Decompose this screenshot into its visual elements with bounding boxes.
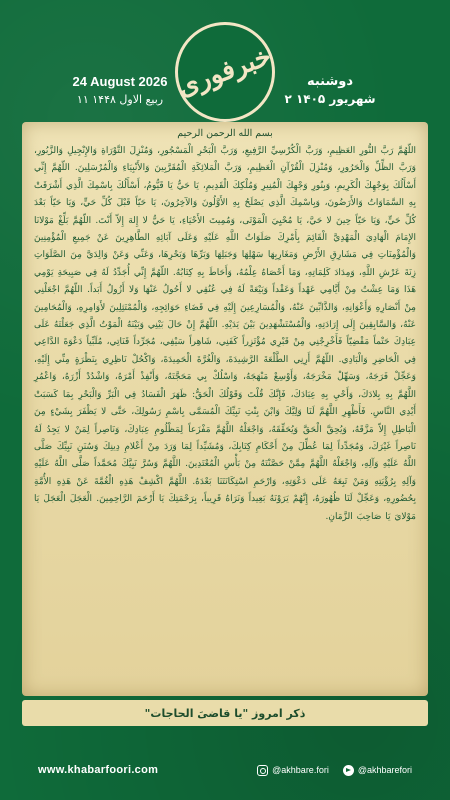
social-links [257, 765, 412, 776]
gregorian-date: 24 August 2026 [72, 74, 168, 89]
telegram-icon [343, 765, 354, 776]
prayer-paper [22, 122, 428, 696]
daily-zikr-bar: ذکر امروز "یا قاضیَ الحاجات" [22, 700, 428, 726]
basmala: بسم الله الرحمن الرحیم [177, 128, 273, 139]
shamsi-date: ۲ شهریور ۱۴۰۵ [284, 92, 376, 106]
logo [175, 22, 275, 122]
instagram-icon [257, 765, 268, 776]
header [0, 0, 450, 118]
weekday: دوشنبه [306, 74, 354, 89]
prayer-text: اللّهُمَّ رَبَّ النُّورِ العَظِيمِ، وَرَبَّ الْكُرْسِيِّ الرَّفِيعِ، وَرَبَّ الْبَحْرِ الْمَسْجُورِ، وَمُنْزِلَ التَّوْرَاةِ وَالإِنْجِيلِ وَالزَّبُورِ، وَرَبَّ الظِّلِّ وَالْحَرُورِ، وَمُنْزِلَ الْقُرْآنِ الْعَظِيمِ، وَرَبَّ الْمَلائِكَةِ الْمُقَرَّبِينَ وَالأَنْبِيَاءِ وَالْمُرْسَلِينَ. اللّهُمَّ إِنِّي أَسْأَلُكَ بِوَجْهِكَ الْكَرِيمِ، وَبِنُورِ وَجْهِكَ الْمُنِيرِ وَمُلْكِكَ الْقَدِيمِ، يَا حَيُّ يَا قَيُّومُ، أَسْأَلُكَ بِاسْمِكَ الَّذِي أَشْرَقَتْ بِهِ السَّمَاوَاتُ وَالأَرَضُونَ، وَبِاسْمِكَ الَّذِي يَصْلَحُ بِهِ الأَوَّلُونَ وَالآخِرُونَ، يَا حَيّاً قَبْلَ كُلِّ حَيٍّ، وَيَا حَيّاً بَعْدَ كُلِّ حَيٍّ، وَيَا حَيّاً حِينَ لا حَيَّ، يَا مُحْيِيَ الْمَوْتَى، وَمُمِيتَ الأَحْيَاءِ، يَا حَيُّ لا إِلهَ إِلاّ أَنْتَ. اللّهُمَّ بَلِّغْ مَوْلانَا الإِمَامَ الْهَادِيَ الْمَهْدِيَّ الْقَائِمَ بِأَمْرِكَ صَلَوَاتُ اللَّهِ عَلَيْهِ وَعَلَى آبَائِهِ الطَّاهِرِينَ عَنْ جَمِيعِ الْمُؤْمِنِينَ وَالْمُؤْمِنَاتِ فِي مَشَارِقِ الأَرْضِ وَمَغَارِبِهَا سَهْلِهَا وَجَبَلِهَا وَبَرِّهَا وَبَحْرِهَا، وَعَنِّي وَعَنْ وَالِدَيَّ مِنَ الصَّلَوَاتِ زِنَةَ عَرْشِ اللَّهِ، وَمِدَادَ كَلِمَاتِهِ، وَمَا أَحْصَاهُ عِلْمُهُ، وَأَحَاطَ بِهِ كِتَابُهُ. اللّهُمَّ إِنِّي أُجَدِّدُ لَهُ فِي صَبِيحَةِ يَوْمِي هَذَا وَمَا عِشْتُ مِنْ أَيَّامِي عَهْداً وَعَقْداً وَبَيْعَةً لَهُ فِي عُنُقِي لا أَحُولُ عَنْهَا وَلا أَزُولُ أَبَداً. اللّهُمَّ اجْعَلْنِي مِنْ أَنْصَارِهِ وَأَعْوَانِهِ، وَالذَّابِّينَ عَنْهُ، وَالْمُسَارِعِينَ إِلَيْهِ فِي قَضَاءِ حَوَائِجِهِ، وَالْمُمْتَثِلِينَ لأَوَامِرِهِ، وَالْمُحَامِينَ عَنْهُ، وَالسَّابِقِينَ إِلَى إِرَادَتِهِ، وَالْمُسْتَشْهَدِينَ بَيْنَ يَدَيْهِ. اللّهُمَّ إِنْ حَالَ بَيْنِي وَبَيْنَهُ الْمَوْتُ الَّذِي جَعَلْتَهُ عَلَى عِبَادِكَ حَتْماً مَقْضِيّاً فَأَخْرِجْنِي مِنْ قَبْرِي مُؤْتَزِراً كَفَنِي، شَاهِراً سَيْفِي، مُجَرِّداً قَنَاتِي، مُلَبِّياً دَعْوَةَ الدَّاعِي فِي الْحَاضِرِ وَالْبَادِي. اللّهُمَّ أَرِنِي الطَّلْعَةَ الرَّشِيدَةَ، وَالْغُرَّةَ الْحَمِيدَةَ، وَاكْحُلْ نَاظِرِي بِنَظْرَةٍ مِنِّي إِلَيْهِ، وَعَجِّلْ فَرَجَهُ، وَسَهِّلْ مَخْرَجَهُ، وَأَوْسِعْ مَنْهَجَهُ، وَاسْلُكْ بِي مَحَجَّتَهُ، وَأَنْفِذْ أَمْرَهُ، وَاشْدُدْ أَزْرَهُ، وَاعْمُرِ اللَّهُمَّ بِهِ بِلادَكَ، وَأَحْيِ بِهِ عِبَادَكَ، فَإِنَّكَ قُلْتَ وَقَوْلُكَ الْحَقُّ: ظَهَرَ الْفَسَادُ فِي الْبَرِّ وَالْبَحْرِ بِمَا كَسَبَتْ أَيْدِي النَّاسِ. فَأَظْهِرِ اللَّهُمَّ لَنَا وَلِيَّكَ وَابْنَ بِنْتِ نَبِيِّكَ الْمُسَمَّى بِاسْمِ رَسُولِكَ، حَتَّى لا يَظْفَرَ بِشَيْءٍ مِنَ الْبَاطِلِ إِلاّ مَزَّقَهُ، وَيُحِقَّ الْحَقَّ وَيُحَقِّقَهُ، وَاجْعَلْهُ اللَّهُمَّ مَفْزَعاً لِمَظْلُومِ عِبَادِكَ، وَنَاصِراً لِمَنْ لا يَجِدُ لَهُ نَاصِراً غَيْرَكَ، وَمُجَدِّداً لِمَا عُطِّلَ مِنْ أَحْكَامِ كِتَابِكَ، وَمُشَيِّداً لِمَا وَرَدَ مِنْ أَعْلامِ دِينِكَ وَسُنَنِ نَبِيِّكَ صَلَّى اللَّهُ عَلَيْهِ وَآلِهِ، وَاجْعَلْهُ اللَّهُمَّ مِمَّنْ حَصَّنْتَهُ مِنْ بَأْسِ الْمُعْتَدِينَ. اللَّهُمَّ وَسُرَّ نَبِيَّكَ مُحَمَّداً صَلَّى اللَّهُ عَلَيْهِ وَآلِهِ بِرُؤْيَتِهِ وَمَنْ تَبِعَهُ عَلَى دَعْوَتِهِ، وَارْحَمِ اسْتِكَانَتَنَا بَعْدَهُ. اللَّهُمَّ اكْشِفْ هَذِهِ الْغُمَّةَ عَنْ هَذِهِ الأُمَّةِ بِحُضُورِهِ، وَعَجِّلْ لَنَا ظُهُورَهُ، إِنَّهُمْ يَرَوْنَهُ بَعِيداً وَنَرَاهُ قَرِيباً، بِرَحْمَتِكَ يَا أَرْحَمَ الرَّاحِمِينَ. الْعَجَلَ الْعَجَلَ يَا مَوْلايَ يَا صَاحِبَ الزَّمَانِ. [34, 146, 416, 522]
instagram-handle: @akhbare.fori [272, 765, 329, 775]
footer [0, 752, 450, 788]
gregorian-hijri-date [60, 74, 180, 106]
telegram-link[interactable] [343, 765, 412, 776]
hijri-date: ۱۱ ربیع الاول ۱۴۴۸ [76, 93, 164, 106]
telegram-handle: @akhbarefori [357, 765, 412, 775]
shamsi-date-block [270, 74, 390, 106]
instagram-link[interactable] [257, 765, 329, 776]
logo-text: خبرفوری [174, 41, 276, 103]
website-link[interactable]: www.khabarfoori.com [38, 764, 159, 776]
